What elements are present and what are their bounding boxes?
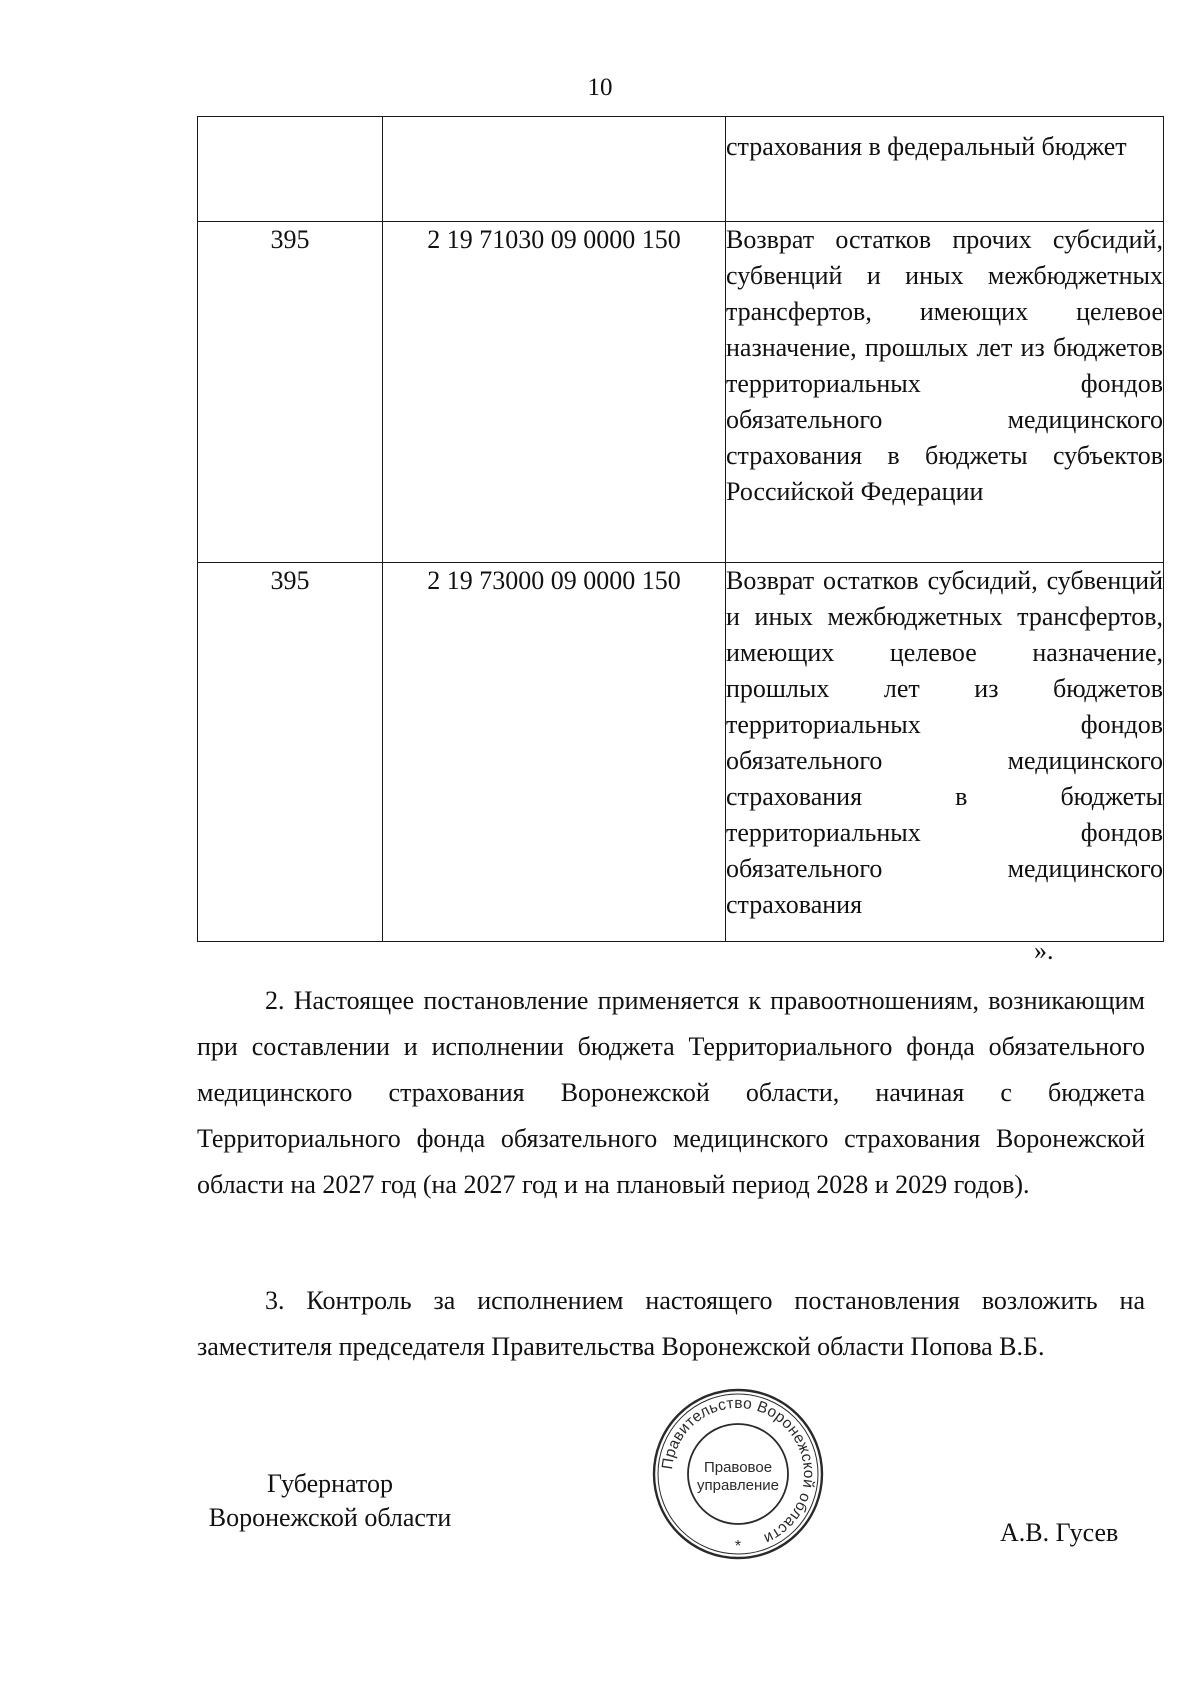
table-row <box>198 222 1164 563</box>
budget-code-cell <box>383 117 726 222</box>
seal-center-line-2: управление <box>696 1477 780 1494</box>
signatory-title <box>190 1467 470 1535</box>
description-cell: Возврат остатков прочих субсидий, субвенций и иных межбюджетных трансфертов, имеющих целевое назначение, прошлых лет из бюджетов территориальных фондов обязательного медицинского страхования в бюджеты субъектов Российской Федерации <box>726 222 1164 563</box>
admin-code-cell: 395 <box>198 222 383 563</box>
budget-codes-table <box>197 116 1164 942</box>
seal-center-line-1: Правовое <box>703 1459 773 1476</box>
budget-code-cell: 2 19 71030 09 0000 150 <box>383 222 726 563</box>
description-cell: страхования в федеральный бюджет <box>726 117 1164 222</box>
admin-code-cell: 395 <box>198 563 383 942</box>
seal-ring-text: Правительство Воронежской области <box>659 1394 818 1548</box>
signatory-name: А.В. Гусев <box>1000 1518 1119 1547</box>
closing-quote: ». <box>1034 936 1054 965</box>
admin-code-cell <box>198 117 383 222</box>
page-number: 10 <box>587 74 613 101</box>
table-row <box>198 117 1164 222</box>
signatory-title-line-1: Губернатор <box>267 1469 393 1498</box>
paragraph-2: 2. Настоящее постановление применяется к правоотношениям, возникающим при составлении и исполнении бюджета Территориального фонда обязательного медицинского страхования Воронежской области, начиная с бюджета Территориального фонда обязательного медицинского страхования Воронежской области на 2027 год (на 2027 год и на плановый период 2028 и 2029 годов). <box>197 986 1145 1199</box>
signatory-title-line-2: Воронежской области <box>208 1503 452 1532</box>
table-row <box>198 563 1164 942</box>
paragraph-3: 3. Контроль за исполнением настоящего постановления возложить на заместителя председателя Правительства Воронежской области Попова В.Б. <box>197 1286 1145 1361</box>
budget-code-cell: 2 19 73000 09 0000 150 <box>383 563 726 942</box>
official-seal <box>650 1386 826 1562</box>
description-cell: Возврат остатков субсидий, субвенций и иных межбюджетных трансфертов, имеющих целевое назначение, прошлых лет из бюджетов территориальных фондов обязательного медицинского страхования в бюджеты территориальных фондов обязательного медицинского страхования <box>726 563 1164 942</box>
seal-star: * <box>734 1538 742 1555</box>
